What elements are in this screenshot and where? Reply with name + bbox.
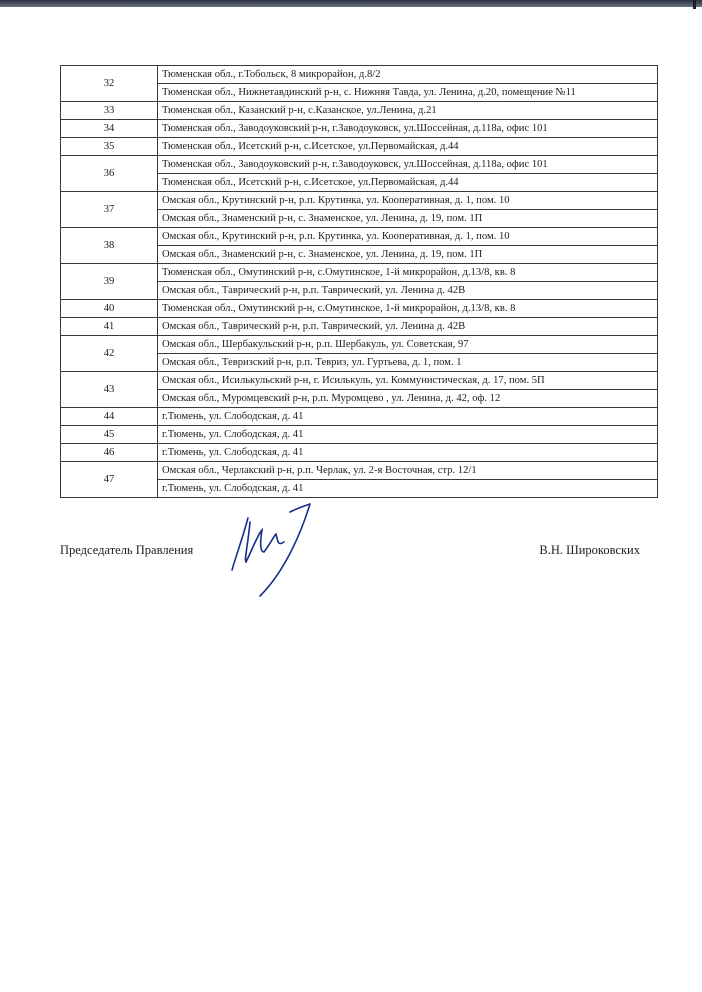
scan-top-edge: [0, 0, 702, 7]
address-cell: Тюменская обл., Омутинский р-н, с.Омутинское, 1-й микрорайон, д.13/8, кв. 8: [158, 300, 658, 318]
address-cell: Тюменская обл., Заводоуковский р-н, г.Заводоуковск, ул.Шоссейная, д.118а, офис 101: [158, 156, 658, 174]
row-number: 44: [61, 408, 158, 426]
table-row: [61, 264, 658, 282]
address-cell: Тюменская обл., Нижнетавдинский р-н, с. Нижняя Тавда, ул. Ленина, д.20, помещение №11: [158, 84, 658, 102]
table-row: [61, 228, 658, 246]
address-cell: Омская обл., Крутинский р-н, р.п. Крутинка, ул. Кооперативная, д. 1, пом. 10: [158, 228, 658, 246]
address-cell: Тюменская обл., Казанский р-н, с.Казанское, ул.Ленина, д.21: [158, 102, 658, 120]
row-number: 37: [61, 192, 158, 228]
address-cell: Омская обл., Таврический р-н, р.п. Таврический, ул. Ленина д. 42В: [158, 282, 658, 300]
address-cell: Омская обл., Муромцевский р-н, р.п. Муромцево , ул. Ленина, д. 42, оф. 12: [158, 390, 658, 408]
row-number: 47: [61, 462, 158, 498]
address-cell: г.Тюмень, ул. Слободская, д. 41: [158, 480, 658, 498]
row-number: 38: [61, 228, 158, 264]
row-number: 32: [61, 66, 158, 102]
signatory-name: В.Н. Широковских: [539, 543, 640, 557]
address-cell: Омская обл., Таврический р-н, р.п. Таврический, ул. Ленина д. 42В: [158, 318, 658, 336]
scan-corner-mark: [693, 0, 696, 9]
address-cell: Тюменская обл., Исетский р-н, с.Исетское, ул.Первомайская, д.44: [158, 138, 658, 156]
table-row: [61, 66, 658, 84]
address-cell: г.Тюмень, ул. Слободская, д. 41: [158, 426, 658, 444]
address-cell: Тюменская обл., Заводоуковский р-н, г.Заводоуковск, ул.Шоссейная, д.118а, офис 101: [158, 120, 658, 138]
table-row: [61, 462, 658, 480]
row-number: 36: [61, 156, 158, 192]
address-cell: г.Тюмень, ул. Слободская, д. 41: [158, 444, 658, 462]
table-row: [61, 156, 658, 174]
address-cell: Омская обл., Исилькульский р-н, г. Исилькуль, ул. Коммунистическая, д. 17, пом. 5П: [158, 372, 658, 390]
table-row: [61, 102, 658, 120]
address-cell: Омская обл., Крутинский р-н, р.п. Крутинка, ул. Кооперативная, д. 1, пом. 10: [158, 192, 658, 210]
table-row: [61, 318, 658, 336]
address-cell: Омская обл., Знаменский р-н, с. Знаменское, ул. Ленина, д. 19, пом. 1П: [158, 210, 658, 228]
table-row: [61, 372, 658, 390]
address-table: [60, 65, 658, 498]
table-row: [61, 120, 658, 138]
address-cell: Омская обл., Шербакульский р-н, р.п. Шербакуль, ул. Советская, 97: [158, 336, 658, 354]
row-number: 34: [61, 120, 158, 138]
row-number: 41: [61, 318, 158, 336]
table-row: [61, 444, 658, 462]
table-row: [61, 426, 658, 444]
table-row: [61, 138, 658, 156]
row-number: 33: [61, 102, 158, 120]
signature-block: [60, 543, 640, 563]
row-number: 35: [61, 138, 158, 156]
signatory-title: Председатель Правления: [60, 543, 194, 557]
address-cell: Омская обл., Знаменский р-н, с. Знаменское, ул. Ленина, д. 19, пом. 1П: [158, 246, 658, 264]
address-cell: Тюменская обл., Омутинский р-н, с.Омутинское, 1-й микрорайон, д.13/8, кв. 8: [158, 264, 658, 282]
address-cell: Тюменская обл., г.Тобольск, 8 микрорайон, д.8/2: [158, 66, 658, 84]
row-number: 43: [61, 372, 158, 408]
address-cell: Омская обл., Черлакский р-н, р.п. Черлак, ул. 2-я Восточная, стр. 12/1: [158, 462, 658, 480]
handwritten-signature: [220, 500, 330, 600]
table-row: [61, 336, 658, 354]
row-number: 39: [61, 264, 158, 300]
table-row: [61, 192, 658, 210]
table-row: [61, 300, 658, 318]
row-number: 46: [61, 444, 158, 462]
address-cell: Омская обл., Тевризский р-н, р.п. Тевриз, ул. Гуртьева, д. 1, пом. 1: [158, 354, 658, 372]
address-cell: Тюменская обл., Исетский р-н, с.Исетское, ул.Первомайская, д.44: [158, 174, 658, 192]
row-number: 42: [61, 336, 158, 372]
table-row: [61, 408, 658, 426]
address-table-body: [61, 66, 658, 498]
address-cell: г.Тюмень, ул. Слободская, д. 41: [158, 408, 658, 426]
row-number: 40: [61, 300, 158, 318]
row-number: 45: [61, 426, 158, 444]
